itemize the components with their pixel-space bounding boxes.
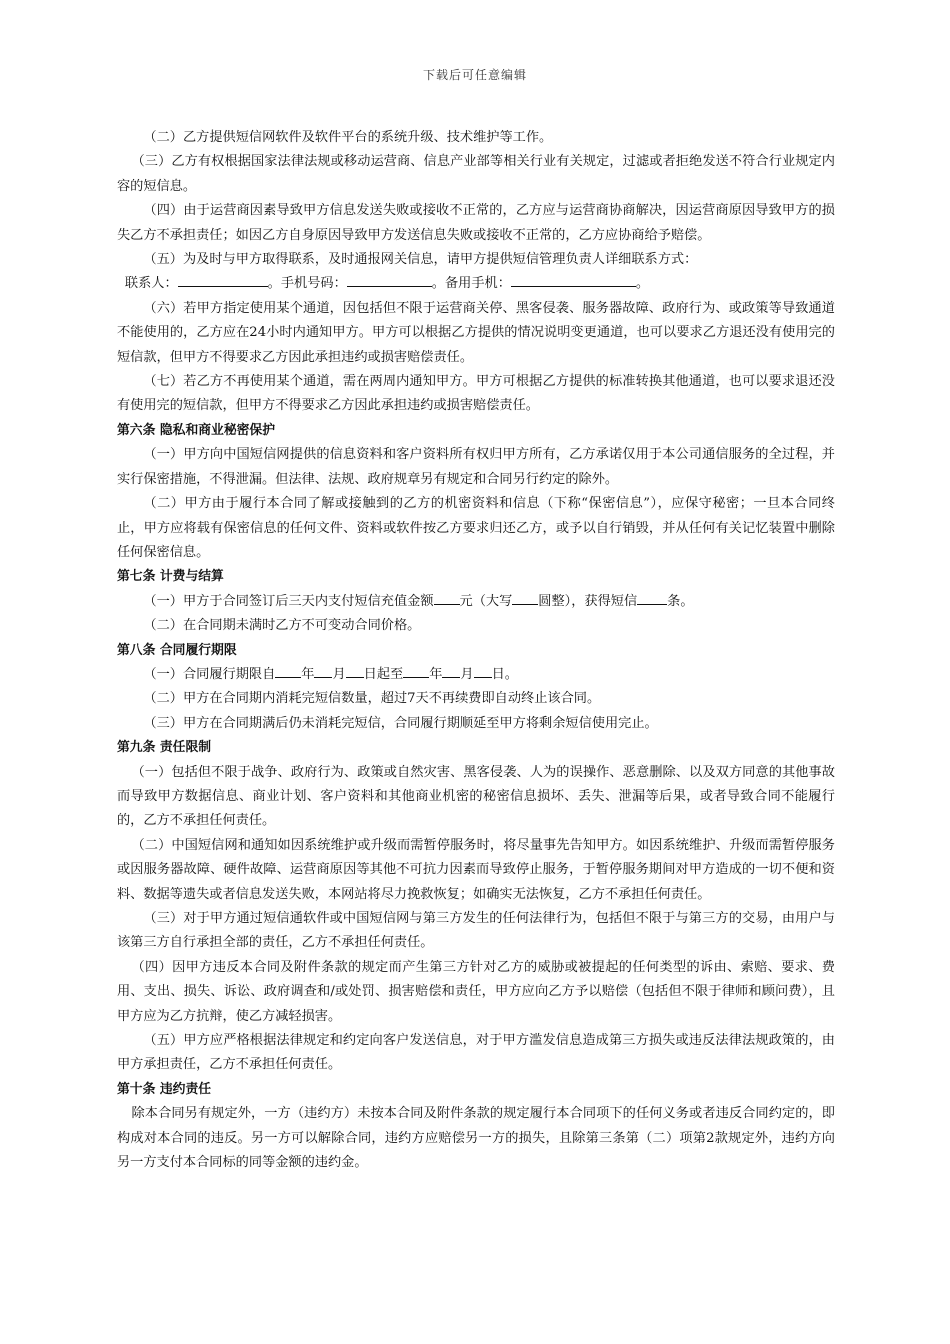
end-year-blank — [403, 665, 429, 678]
clause-9-title: 第九条 责任限制 — [117, 740, 212, 756]
clause-9-item-4: （四）因甲方违反本合同及附件条款的规定而产生第三方针对乙方的威胁或被提起的任何类型的诉由、索赔、要求、费用、支出、损失、诉讼、政府调查和/或处罚、损害赔偿和责任，甲方应向乙方予以赔偿（包括但不限于律师和顾问费），且甲方应为乙方抗辩，使乙方减轻损害。 — [117, 959, 835, 1024]
clause-5-item-3: （三）乙方有权根据国家法律法规或移动运营商、信息产业部等相关行业有关规定，过滤或者拒绝发送不符合行业规定内容的短信息。 — [117, 154, 835, 194]
contact-line-end: 。 — [635, 276, 650, 292]
clause-10-item-1: 除本合同另有规定外，一方（违约方）未按本合同及附件条款的规定履行本合同项下的任何义务或者违反合同约定的，即构成对本合同的违反。另一方可以解除合同，违约方应赔偿另一方的损失，且除第三条第（二）项第2款规定外，违约方向另一方支付本合同标的同等金额的违约金。 — [117, 1106, 835, 1171]
start-day-label: 日起至 — [363, 666, 404, 682]
clause-8-item-3: （三）甲方在合同期满后仍未消耗完短信，合同履行期顺延至甲方将剩余短信使用完止。 — [143, 715, 658, 731]
contact-phone-label: 。手机号码： — [267, 276, 347, 292]
clause-9-item-2: （二）中国短信网和通知如因系统维护或升级而需暂停服务时，将尽量事先告知甲方。如因系统维护、升级而需暂停服务或因服务器故障、硬件故障、运营商原因等其他不可抗力因素而导致停止服务，于暂停服务期间对甲方造成的一切不便和资料、数据等遗失或者信息发送失败，本网站将尽力挽救恢复；如确实无法恢复，乙方不承担任何责任。 — [117, 837, 835, 902]
page-header: 下载后可任意编辑 — [422, 68, 527, 82]
clause-5-item-4: （四）由于运营商因素导致甲方信息发送失败或接收不正常的，乙方应与运营商协商解决，因运营商原因导致甲方的损失乙方不承担责任；如因乙方自身原因导致甲方发送信息失败或接收不正常的，乙方应协商给予赔偿。 — [117, 203, 835, 243]
sms-count-blank — [637, 592, 667, 605]
contact-backup-blank — [511, 274, 636, 287]
start-year-label: 年 — [301, 666, 315, 682]
end-month-label: 月 — [460, 666, 474, 682]
contact-person-blank — [178, 274, 268, 287]
clause-7-item-1-text-a: （一）甲方于合同签订后三天内支付短信充值金额 — [143, 593, 434, 609]
clause-9-item-3: （三）对于甲方通过短信通软件或中国短信网与第三方发生的任何法律行为，包括但不限于与第三方的交易，由用户与该第三方自行承担全部的责任，乙方不承担任何责任。 — [117, 911, 835, 951]
amount-blank — [434, 592, 460, 605]
clause-7-title: 第七条 计费与结算 — [117, 569, 224, 585]
contract-body — [117, 126, 835, 1175]
clause-9-item-1: （一）包括但不限于战争、政府行为、政策或自然灾害、黑客侵袭、人为的误操作、恶意删除、以及双方同意的其他事故而导致甲方数据信息、商业计划、客户资料和其他商业机密的秘密信息损坏、丢失、泄漏等后果，或者导致合同不能履行的，乙方不承担任何责任。 — [117, 764, 835, 829]
contact-backup-label: 。备用手机： — [431, 276, 511, 292]
end-month-blank — [442, 665, 460, 678]
amount-words-blank — [512, 592, 538, 605]
start-month-label: 月 — [332, 666, 346, 682]
clause-10-title: 第十条 违约责任 — [117, 1081, 212, 1097]
contact-person-label: 联系人： — [124, 276, 178, 292]
end-day-label: 日。 — [491, 666, 518, 682]
start-year-blank — [275, 665, 301, 678]
contact-phone-blank — [347, 274, 432, 287]
clause-6-title: 第六条 隐私和商业秘密保护 — [117, 422, 276, 438]
clause-7-item-1-text-c: 圆整），获得短信 — [538, 593, 638, 609]
start-month-blank — [314, 665, 332, 678]
clause-8-title: 第八条 合同履行期限 — [117, 642, 237, 658]
clause-6-item-1: （一）甲方向中国短信网提供的信息资料和客户资料所有权归甲方所有，乙方承诺仅用于本公司通信服务的全过程，并实行保密措施，不得泄漏。但法律、法规、政府规章另有规定和合同另行约定的除外。 — [117, 447, 835, 487]
start-day-blank — [346, 665, 364, 678]
clause-7-item-1-text-d: 条。 — [667, 593, 694, 609]
clause-5-item-6: （六）若甲方指定使用某个通道，因包括但不限于运营商关停、黑客侵袭、服务器故障、政府行为、或政策等导致通道不能使用的，乙方应在24小时内通知甲方。甲方可以根据乙方提供的情况说明变更通道，也可以要求乙方退还没有使用完的短信款，但甲方不得要求乙方因此承担违约或损害赔偿责任。 — [117, 300, 835, 365]
end-day-blank — [474, 665, 492, 678]
clause-7-item-1-text-b: 元（大写 — [459, 593, 513, 609]
clause-6-item-2: （二）甲方由于履行本合同了解或接触到的乙方的机密资料和信息（下称“保密信息”），应保守秘密；一旦本合同终止，甲方应将载有保密信息的任何文件、资料或软件按乙方要求归还乙方，或予以自行销毁，并从任何有关记忆装置中删除任何保密信息。 — [117, 496, 835, 560]
clause-5-item-7: （七）若乙方不再使用某个通道，需在两周内通知甲方。甲方可根据乙方提供的标准转换其他通道，也可以要求退还没有使用完的短信款，但甲方不得要求乙方因此承担违约或损害赔偿责任。 — [117, 374, 835, 414]
clause-8-item-1-text: （一）合同履行期限自 — [143, 666, 276, 682]
clause-9-item-5: （五）甲方应严格根据法律规定和约定向客户发送信息，对于甲方滥发信息造成第三方损失或违反法律法规政策的，由甲方承担责任，乙方不承担任何责任。 — [117, 1033, 835, 1073]
end-year-label: 年 — [429, 666, 443, 682]
clause-5-item-5: （五）为及时与甲方取得联系，及时通报网关信息，请甲方提供短信管理负责人详细联系方式： — [143, 252, 698, 268]
clause-8-item-1 — [117, 663, 835, 687]
clause-5-item-2: （二）乙方提供短信网软件及软件平台的系统升级、技术维护等工作。 — [143, 130, 553, 145]
clause-8-item-2: （二）甲方在合同期内消耗完短信数量，超过7天不再续费即自动终止该合同。 — [143, 691, 601, 707]
contact-line — [117, 272, 835, 296]
clause-7-item-2: （二）在合同期未满时乙方不可变动合同价格。 — [143, 618, 421, 634]
clause-7-item-1 — [117, 590, 835, 614]
